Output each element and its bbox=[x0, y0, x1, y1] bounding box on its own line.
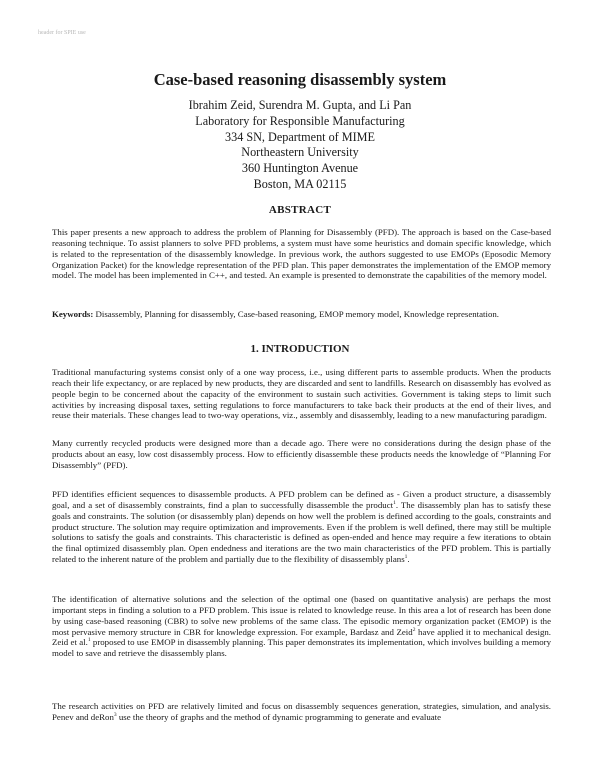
section-heading-introduction: 1. INTRODUCTION bbox=[250, 343, 350, 355]
citation-ref: 2 bbox=[412, 626, 416, 633]
abstract-text: This paper presents a new approach to address the problem of Planning for Disassembly (PFD). The approach is based on the Case-based reasoning technique. To assist planners to solve PFD problems, a system must have some heuristics and domain specific knowledge, which is related to the representation of the disassembly knowledge. In previous work, the authors suggested to use EMOPs (Eposodic Memory Organization Packet) for the knowledge representation of the PFD plan. This paper demonstrates the implementation of the EMOP memory model. The model has been implemented in C++, and tested. An example is presented to demonstrate the capabilities of the memory model. bbox=[52, 227, 551, 281]
text-run: . bbox=[407, 554, 410, 565]
keywords-paragraph bbox=[52, 309, 551, 320]
text-run: proposed to use EMOP in disassembly planning. This paper demonstrates its implementation, which involves building a memory model to save and retrieve the disassembly plans. bbox=[52, 637, 551, 659]
affiliation-line: 360 Huntington Avenue bbox=[241, 161, 359, 176]
intro-paragraph-4 bbox=[52, 594, 551, 659]
text-run: use the theory of graphs and the method of dynamic programming to generate and evaluate bbox=[116, 711, 442, 722]
citation-ref: 1 bbox=[404, 554, 408, 561]
text-run: The identification of alternative solutions and the selection of the optimal one (based on quantitative analysis) are perhaps the most important steps in finding a solution to a PFD problem. This issue is related to knowledge reuse. In this area a lot of research has been done by using case-based reasoning (CBR) to solve new problems of the same class. The episodic memory organization packet (EMOP) is the most pervasive memory structure in CBR for knowledge expression. For example, Bardasz and Zeid bbox=[52, 594, 551, 637]
intro-paragraph-3 bbox=[52, 489, 551, 565]
affiliation-line: Laboratory for Responsible Manufacturing bbox=[195, 113, 405, 128]
text-run: The research activities on PFD are relatively limited and focus on disassembly sequences generation, strategies, simulation, and analysis. Penev and deRon bbox=[52, 701, 551, 722]
citation-ref: 3 bbox=[113, 711, 117, 718]
text-run: have applied it to mechanical design. Zeid et al. bbox=[52, 626, 552, 648]
citation-ref: 1 bbox=[393, 499, 396, 506]
author-names: Ibrahim Zeid, Surendra M. Gupta, and Li Pan bbox=[188, 98, 412, 112]
intro-paragraph-1: Traditional manufacturing systems consist only of a one way process, i.e., using different parts to assemble products. When the products reach their life expectancy, or are replaced by new products, they are discarded and sent to landfills. Research on disassembly has evolved as people begin to be concerned about the capacity of the environment to sustain such activities. Government is taking steps to limit such activities by increasing disposal taxes, setting regulations to force manufacturers to take back their products at the end of their lives, and reuse their materials. These changes lead to two-way operations, viz., assembly and disassembly, leading to a new manufacturing paradigm. bbox=[52, 367, 551, 421]
keywords-label: Keywords: bbox=[52, 309, 94, 319]
intro-paragraph-5 bbox=[52, 701, 551, 723]
abstract-heading: ABSTRACT bbox=[268, 204, 332, 216]
affiliation-line: Northeastern University bbox=[241, 145, 359, 160]
intro-paragraph-2: Many currently recycled products were designed more than a decade ago. There were no considerations during the design phase of the products about an easy, low cost disassembly process. How to efficiently disassemble these products needs the knowledge of “Planning For Disassembly” (PFD). bbox=[52, 438, 551, 470]
citation-ref: 1 bbox=[87, 637, 91, 644]
text-run: . The disassembly plan has to satisfy these goals and constraints. The solution (or disassembly plan) depends on how well the problem is defined according to the goals, constraints and product structure. The solution may require optimization and improvements. Even if the problem is well defined, there may still be multiple solutions to satisfy the goals and constraints. This characteristic is defined as open-ended and hence may require a few iterations to obtain the final optimized disassembly plan. Open endedness and iterations are the two main characteristics of the PFD problem. This is partially related to the inherent nature of the problem and partially due to the flexibility of disassembly plans bbox=[52, 499, 551, 565]
header-note: header for SPIE use bbox=[38, 30, 86, 36]
text-run: PFD identifies efficient sequences to disassemble products. A PFD problem can be defined as - Given a product structure, a disassembly goal, and a set of disassembly constraints, find a plan to successfully disassemble the product bbox=[52, 489, 551, 510]
affiliation-line: Boston, MA 02115 bbox=[253, 176, 347, 191]
keywords-text: Disassembly, Planning for disassembly, Case-based reasoning, EMOP memory model, Knowledge representation. bbox=[95, 309, 500, 319]
affiliation-line: 334 SN, Department of MIME bbox=[225, 129, 375, 144]
author-block bbox=[0, 98, 600, 193]
paper-title: Case-based reasoning disassembly system bbox=[153, 70, 447, 89]
